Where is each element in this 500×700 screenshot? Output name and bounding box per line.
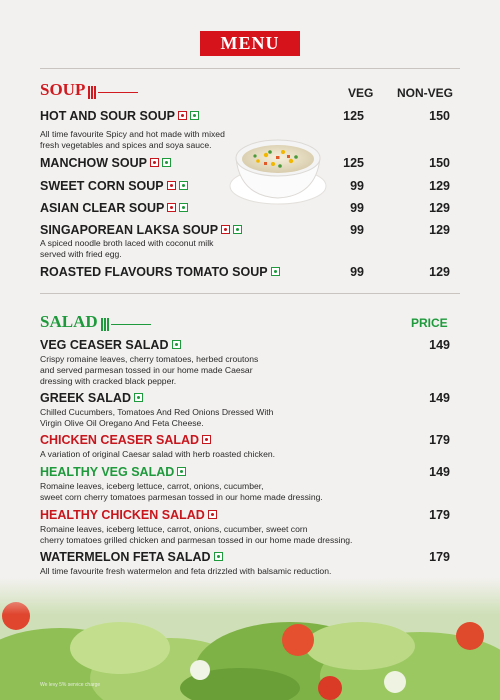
nonveg-price: 129 [429,179,450,193]
veg-mark-icon [177,467,186,476]
menu-title: MENU [200,31,300,56]
salad-heading-label: SALAD [40,312,98,331]
veg-mark-icon [179,181,188,190]
nonveg-mark-icon [202,435,211,444]
veg-price: 99 [350,179,364,193]
soup-heading [40,80,139,101]
veg-mark-icon [233,225,242,234]
item-name: SWEET CORN SOUP [40,179,164,193]
item-price: 179 [429,550,450,564]
salad-heading [40,312,152,333]
heading-bars [88,81,139,101]
price-column-header: PRICE [411,316,448,330]
item-description: All time favourite fresh watermelon and feta drizzled with balsamic reduction. [40,566,332,576]
veg-price: 125 [343,109,364,123]
veg-mark-icon [162,158,171,167]
veg-mark-icon [190,111,199,120]
item-name: GREEK SALAD [40,391,131,405]
item-name: HOT AND SOUR SOUP [40,109,175,123]
item-name: WATERMELON FETA SALAD [40,550,211,564]
nonveg-column-header: NON-VEG [397,86,454,100]
nonveg-price: 129 [429,223,450,237]
divider [40,293,460,294]
veg-column-header: VEG [348,86,374,100]
item-description: All time favourite Spicy and hot made with mixed fresh vegetables and spices and soya sauce. [40,129,225,150]
item-description: Romaine leaves, iceberg lettuce, carrot, onions, cucumber, sweet corn cherry tomatoes grilled chicken and parmesan tossed in our home made dressing. [40,524,353,545]
item-price: 149 [429,391,450,405]
veg-mark-icon [172,340,181,349]
item-price: 179 [429,433,450,447]
item-price: 149 [429,338,450,352]
nonveg-price: 129 [429,265,450,279]
nonveg-price: 129 [429,201,450,215]
item-name: HEALTHY CHICKEN SALAD [40,508,205,522]
item-name: VEG CEASER SALAD [40,338,169,352]
soup-bowl-image [228,128,328,208]
nonveg-mark-icon [178,111,187,120]
item-name: ASIAN CLEAR SOUP [40,201,165,215]
item-description: Crispy romaine leaves, cherry tomatoes, herbed croutons and served parmesan tossed in our home made Caesar dressing with cracked black pepper. [40,354,259,386]
item-description: Romaine leaves, iceberg lettuce, carrot, onions, cucumber, sweet corn cherry tomatoes parmesan tossed in our home made dressing. [40,481,323,502]
nonveg-mark-icon [221,225,230,234]
item-name: SINGAPOREAN LAKSA SOUP [40,223,219,237]
service-charge-note: We levy 5% service charge [40,682,101,688]
veg-price: 99 [350,201,364,215]
veg-price: 99 [350,223,364,237]
item-description: A variation of original Caesar salad with herb roasted chicken. [40,449,276,459]
item-price: 179 [429,508,450,522]
soup-heading-label: SOUP [40,80,86,99]
nonveg-mark-icon [167,203,176,212]
veg-price: 125 [343,156,364,170]
item-description: Chilled Cucumbers, Tomatoes And Red Onions Dressed With Virgin Olive Oil Oregano And Feta Cheese. [40,407,274,428]
nonveg-price: 150 [429,109,450,123]
nonveg-price: 150 [429,156,450,170]
veg-price: 99 [350,265,364,279]
nonveg-mark-icon [150,158,159,167]
veg-mark-icon [134,393,143,402]
heading-bars [101,313,152,333]
nonveg-mark-icon [208,510,217,519]
nonveg-mark-icon [167,181,176,190]
divider [40,68,460,69]
item-description: A spiced noodle broth laced with coconut milk served with fried egg. [40,238,214,259]
veg-mark-icon [271,267,280,276]
veg-mark-icon [179,203,188,212]
item-price: 149 [429,465,450,479]
veg-mark-icon [214,552,223,561]
item-name: MANCHOW SOUP [40,156,147,170]
item-name: HEALTHY VEG SALAD [40,465,175,479]
item-name: CHICKEN CEASER SALAD [40,433,200,447]
item-name: ROASTED FLAVOURS TOMATO SOUP [40,265,268,279]
